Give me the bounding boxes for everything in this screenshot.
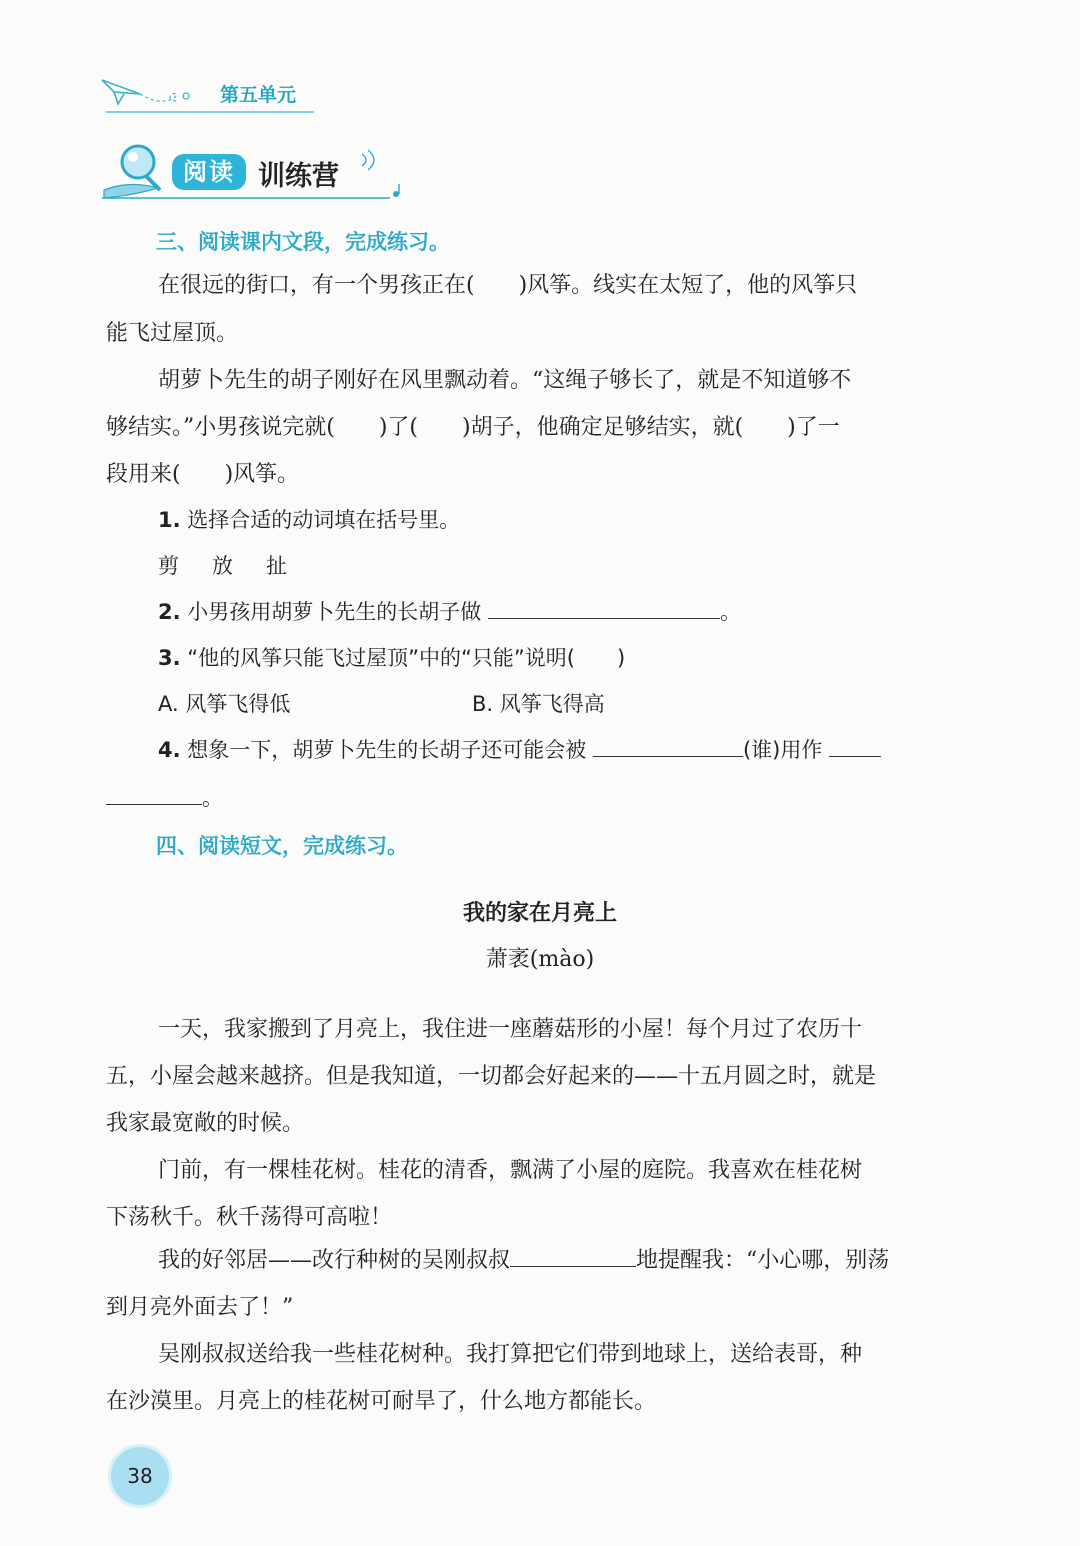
question-2 <box>158 596 741 626</box>
question-1 <box>158 504 460 534</box>
question-number: 4. <box>158 738 181 762</box>
question-4 <box>158 734 881 764</box>
text-segment: 我的好邻居——改行种树的吴刚叔叔 <box>158 1248 511 1273</box>
unit-title: 第五单元 <box>220 84 297 106</box>
text-segment: 地提醒我：“小心哪，别荡 <box>636 1248 890 1273</box>
text-line-with-blank <box>158 1243 889 1274</box>
question-3 <box>158 642 625 672</box>
option-b[interactable]: B. 风筝飞得高 <box>472 692 605 716</box>
text-line: 能飞过屋顶。 <box>106 321 239 346</box>
question-end: 。 <box>719 600 741 624</box>
question-number: 3. <box>158 646 181 670</box>
answer-blank[interactable] <box>510 1244 636 1267</box>
question-number: 1. <box>158 508 181 532</box>
article-title: 我的家在月亮上 <box>462 901 617 926</box>
text-line: 我家最宽敞的时候。 <box>106 1111 305 1136</box>
text-line: 在很远的街口，有一个男孩正在( )风筝。线实在太短了，他的风筝只 <box>158 273 858 298</box>
verb-options: 剪 放 扯 <box>158 554 293 578</box>
question-end: 。 <box>202 786 223 810</box>
question-text: 小男孩用胡萝卜先生的长胡子做 <box>187 600 482 624</box>
section4-heading: 四、阅读短文，完成练习。 <box>156 834 408 858</box>
option-a[interactable]: A. 风筝飞得低 <box>158 692 291 716</box>
text-line: 段用来( )风筝。 <box>106 462 300 487</box>
reading-badge: 阅读 <box>172 154 246 190</box>
question-mid: (谁)用作 <box>742 738 823 762</box>
answer-blank[interactable] <box>106 782 202 805</box>
question-text: “他的风筝只能飞过屋顶”中的“只能”说明( ) <box>187 646 626 670</box>
text-line: 下荡秋千。秋千荡得可高啦！ <box>106 1205 393 1230</box>
section3-heading: 三、阅读课内文段，完成练习。 <box>156 230 450 254</box>
answer-blank[interactable] <box>593 734 743 757</box>
question-number: 2. <box>158 600 181 624</box>
question-text: 选择合适的动词填在括号里。 <box>187 508 461 532</box>
text-line: 胡萝卜先生的胡子刚好在风里飘动着。“这绳子够长了，就是不知道够不 <box>158 368 852 393</box>
text-line: 吴刚叔叔送给我一些桂花树种。我打算把它们带到地球上，送给表哥，种 <box>158 1342 863 1367</box>
text-line: 在沙漠里。月亮上的桂花树可耐旱了，什么地方都能长。 <box>106 1389 657 1414</box>
answer-blank[interactable] <box>829 734 881 757</box>
question-4-continued <box>106 782 223 812</box>
article-author: 萧袤(mào) <box>485 947 595 972</box>
text-line: 五，小屋会越来越挤。但是我知道，一切都会好起来的——十五月圆之时，就是 <box>106 1064 877 1089</box>
text-line: 一天，我家搬到了月亮上，我住进一座蘑菇形的小屋！每个月过了农历十 <box>158 1017 863 1042</box>
text-line: 门前，有一棵桂花树。桂花的清香，飘满了小屋的庭院。我喜欢在桂花树 <box>158 1158 863 1183</box>
text-line: 到月亮外面去了！” <box>106 1295 294 1320</box>
text-line: 够结实。”小男孩说完就( )了( )胡子，他确定足够结实，就( )了一 <box>106 415 840 440</box>
question-text: 想象一下，胡萝卜先生的长胡子还可能会被 <box>187 738 587 762</box>
answer-blank[interactable] <box>488 596 720 619</box>
banner-title: 训练营 <box>258 161 339 192</box>
page-number: 38 <box>108 1444 172 1508</box>
